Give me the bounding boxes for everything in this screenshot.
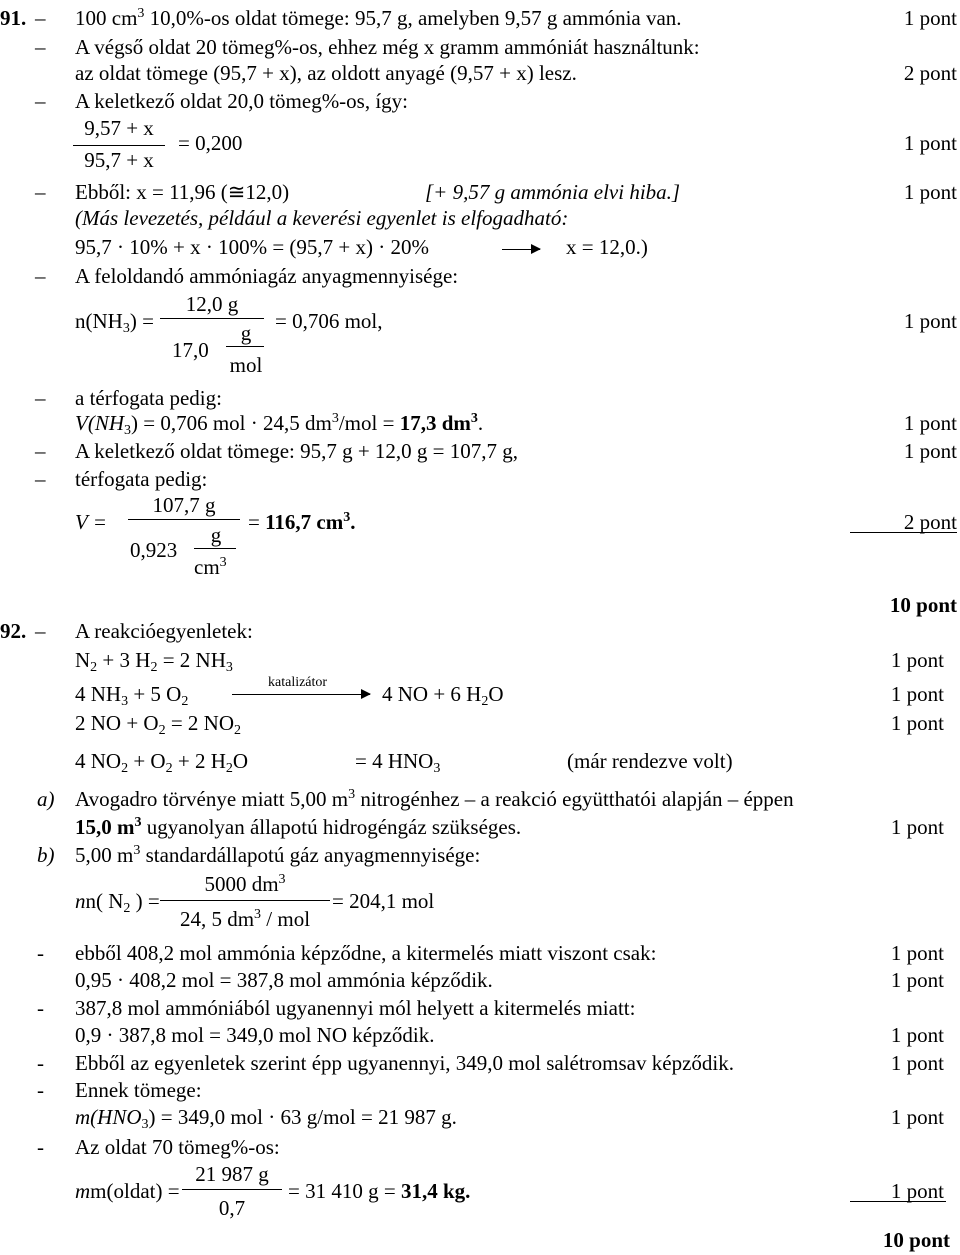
subscript: 3 [433, 761, 441, 776]
subscript: 2 [158, 723, 166, 738]
denominator: 0,923 [130, 538, 178, 562]
formula-text: + 3 H [97, 648, 151, 672]
total-points: 10 pont [882, 1228, 950, 1252]
fraction: 12,0 g 17,0 g mol [160, 294, 264, 384]
formula-text: = 2 NO [165, 711, 235, 735]
text-line: A reakcióegyenletek: [75, 619, 253, 643]
points: 1 pont [890, 711, 944, 735]
arrow-icon [232, 694, 370, 695]
denominator: 24, 5 $dm^3$ / mol [179, 907, 311, 931]
dash: – [35, 467, 46, 491]
text-line: a térfogata pedig: [75, 386, 222, 410]
text-line: = 31 410 g = 31,4 kg. [288, 1179, 471, 1203]
equation [75, 711, 242, 738]
dash: - [37, 941, 44, 965]
dash: - [37, 1051, 44, 1075]
dash: – [35, 619, 46, 643]
problem-number-92: 92. [0, 619, 27, 643]
formula-text: 4 NH [75, 682, 122, 706]
subscript: 2 [121, 761, 129, 776]
item-label: a) [37, 787, 55, 811]
points: 1 pont [903, 6, 957, 30]
text-line: = 0,706 mol, [275, 309, 383, 333]
formula-text: = 2 NH [157, 648, 226, 672]
fraction: 107,7 g 0,923 g $cm^3$ [128, 495, 240, 587]
equation [75, 682, 189, 709]
equation [355, 749, 441, 776]
dash: – [35, 264, 46, 288]
dash: - [37, 1135, 44, 1159]
dash: – [35, 439, 46, 463]
formula-text: 4 NO + 6 H [382, 682, 482, 706]
formula-text: O [232, 749, 249, 773]
text-line: ebből 408,2 mol ammónia képződne, a kitermelés miatt viszont csak: [75, 941, 657, 965]
text-line: = 204,1 mol [332, 889, 435, 913]
dash: – [35, 89, 46, 113]
points: 1 pont [890, 1023, 944, 1047]
dash: – [35, 180, 46, 204]
text-line: nn( $N_2$ ) = [75, 889, 160, 916]
equation [382, 682, 504, 709]
formula-text: 4 NO [75, 749, 122, 773]
points: 1 pont [890, 648, 944, 672]
points: 1 pont [890, 1105, 944, 1129]
text-line: Az oldat 70 tömeg%-os: [75, 1135, 280, 1159]
fraction [160, 874, 330, 936]
text-line: 100 $cm^3$ 10,0%-os oldat tömege: 95,7 g, amelyben 9,57 g ammónia van. [75, 6, 682, 30]
fraction [182, 1164, 282, 1222]
equation [75, 648, 233, 675]
subscript: 2 [150, 660, 158, 675]
text-line: 95,7 · 10% + x · 100% = (95,7 + x) · 20% [75, 235, 429, 259]
text-line: x = 12,0.) [566, 235, 648, 259]
subscript: 2 [225, 761, 233, 776]
numerator: 107,7 g [152, 493, 216, 517]
points: 1 pont [890, 1179, 944, 1203]
numerator: 5000 $dm^3$ [204, 872, 286, 896]
text-line: térfogata pedig: [75, 467, 208, 491]
text-line: = 0,200 [178, 131, 243, 155]
formula-text: O [488, 682, 504, 706]
text-line: Ebből: x = 11,96 (≅12,0) [75, 180, 290, 204]
formula-text: + 2 H [172, 749, 226, 773]
text-line: 0,9 · 387,8 mol = 349,0 mol NO képződik. [75, 1023, 435, 1047]
subscript: 3 [225, 660, 233, 675]
fraction [73, 118, 165, 174]
subscript: 2 [181, 694, 189, 709]
denominator: 95,7 + x [84, 148, 154, 172]
catalyst-label: katalizátor [268, 675, 328, 690]
dash: - [37, 1078, 44, 1102]
numerator: 21 987 g [195, 1162, 269, 1186]
denominator: 0,7 [218, 1196, 246, 1220]
text-line: V = [75, 510, 107, 534]
points: 1 pont [890, 968, 944, 992]
dash: – [35, 386, 46, 410]
points: 2 pont [903, 510, 957, 534]
note: (már rendezve volt) [567, 749, 733, 773]
text-line: $n(NH_3)$ = [75, 309, 154, 336]
subscript: 2 [90, 660, 98, 675]
text-line: $m(HNO_3) = 349,0$ mol · 63 g/mol = 21 987 g. [75, 1105, 457, 1132]
text-line: 5,00 $m^3$ standardállapotú gáz anyagmennyisége: [75, 843, 481, 867]
formula-text: + 5 O [128, 682, 182, 706]
subscript: 2 [165, 761, 173, 776]
points: 1 pont [890, 941, 944, 965]
dash: – [35, 35, 46, 59]
points: 1 pont [903, 131, 957, 155]
subscript: 2 [234, 723, 242, 738]
formula-text: + O [128, 749, 166, 773]
text-line: Ennek tömege: [75, 1078, 202, 1102]
points: 1 pont [890, 1051, 944, 1075]
numerator: 12,0 g [185, 292, 239, 316]
item-label: b) [37, 843, 55, 867]
dash: - [37, 996, 44, 1020]
formula-text: = 4 HNO [355, 749, 434, 773]
total-points: 10 pont [889, 593, 957, 617]
text-line: A keletkező oldat 20,0 tömeg%-os, így: [75, 89, 409, 113]
points: 1 pont [903, 411, 957, 435]
text-line: A keletkező oldat tömege: 95,7 g + 12,0 g = 107,7 g, [75, 439, 519, 463]
points: 1 pont [903, 180, 957, 204]
points: 1 pont [890, 682, 944, 706]
text-line: Avogadro törvénye miatt 5,00 $m^3$ nitrogénhez – a reakció együtthatói alapján – éppen [75, 787, 794, 811]
subscript: 2 [481, 694, 489, 709]
problem-number-91: 91. [0, 6, 27, 30]
text-line: A feloldandó ammóniagáz anyagmennyisége: [75, 264, 459, 288]
text-line: mm(oldat) = [75, 1179, 180, 1203]
text-line: 387,8 mol ammóniából ugyanennyi mól helyett a kitermelés miatt: [75, 996, 636, 1020]
points: 1 pont [890, 815, 944, 839]
subscript: 3 [121, 694, 129, 709]
text-line: az oldat tömege (95,7 + x), az oldott anyagé (9,57 + x) lesz. [75, 61, 577, 85]
text-line: $V(NH_3) = 0,706$ mol · 24,5 $dm^3$/mol = 17,3 $dm^3$. [75, 411, 484, 438]
formula-text: 2 NO + O [75, 711, 159, 735]
points: 2 pont [903, 61, 957, 85]
dash: – [35, 6, 46, 30]
denominator: 17,0 [172, 338, 209, 362]
formula-text: N [75, 648, 91, 672]
text-line: Ebből az egyenletek szerint épp ugyanennyi, 349,0 mol salétromsav képződik. [75, 1051, 734, 1075]
arrow-icon [502, 249, 540, 250]
text-line: = 116,7 $cm^3$. [248, 510, 356, 534]
text-line: 0,95 · 408,2 mol = 387,8 mol ammónia képződik. [75, 968, 493, 992]
text-line: 15,0 $m^3$ ugyanolyan állapotú hidrogéngáz szükséges. [75, 815, 522, 839]
equation [75, 749, 249, 776]
points: 1 pont [903, 309, 957, 333]
note: (Más levezetés, például a keverési egyenlet is elfogadható: [75, 206, 569, 230]
note: [+ 9,57 g ammónia elvi hiba.] [425, 180, 681, 204]
numerator: 9,57 + x [84, 116, 154, 140]
text-line: A végső oldat 20 tömeg%-os, ehhez még x gramm ammóniát használtunk: [75, 35, 700, 59]
points: 1 pont [903, 439, 957, 463]
